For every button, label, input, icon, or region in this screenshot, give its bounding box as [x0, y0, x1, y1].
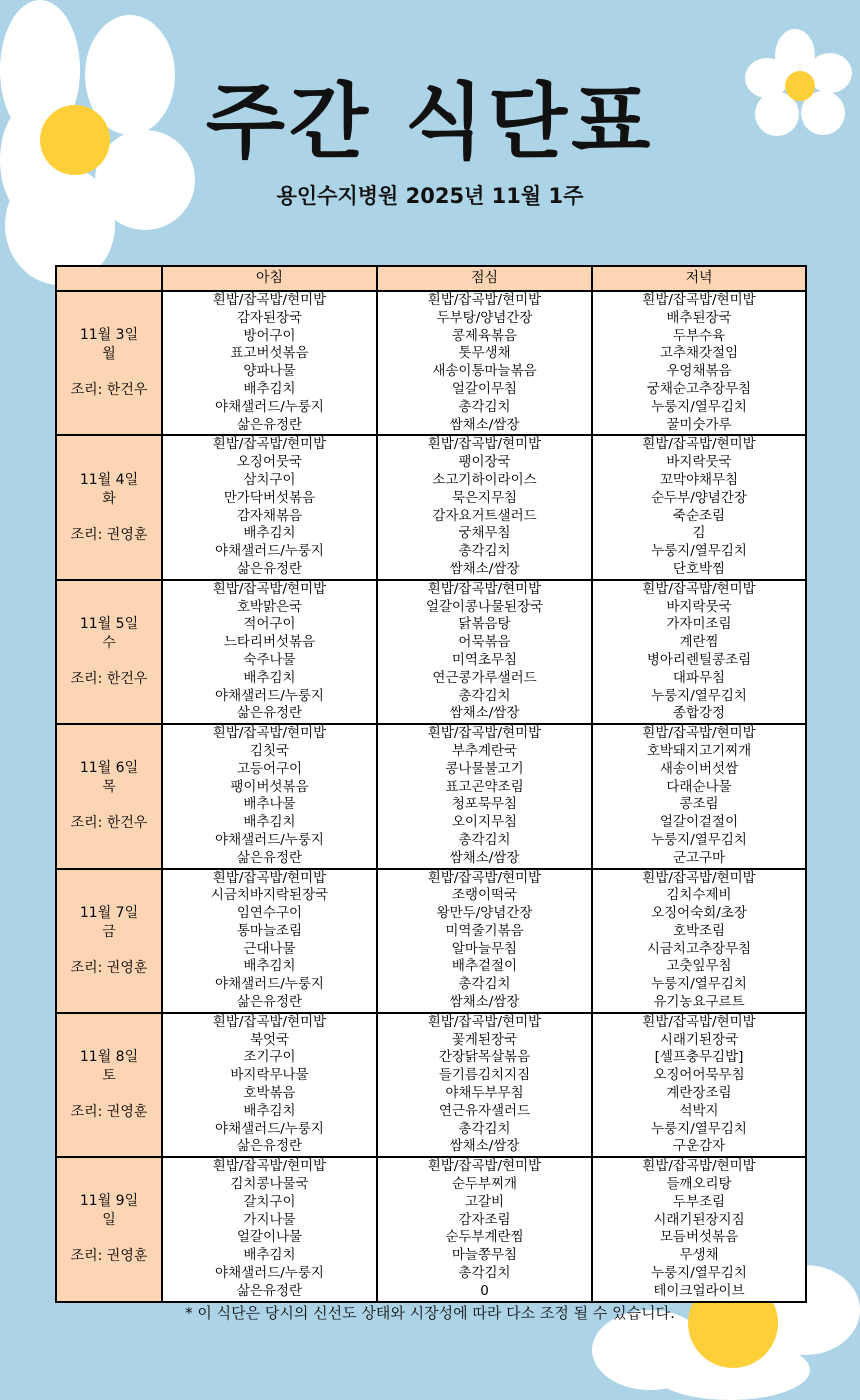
day-date: 11월 6일: [79, 760, 139, 777]
menu-item: 단호박찜: [672, 560, 726, 577]
menu-item: 배추김치: [243, 814, 296, 831]
menu-item: 갈치구이: [243, 1193, 296, 1210]
day-cell: [56, 580, 162, 724]
menu-item: 누룽지/열무김치: [651, 1265, 747, 1282]
menu-item: 무생채: [679, 1247, 719, 1264]
menu-item: 야채샐러드/누룽지: [215, 1265, 324, 1282]
menu-item: 흰밥/잡곡밥/현미밥: [642, 1013, 756, 1030]
breakfast-cell: [162, 291, 377, 435]
menu-item: 호박돼지고기찌개: [646, 742, 752, 759]
menu-item: 병아리렌틸콩조림: [646, 651, 752, 668]
menu-item: 배추된장국: [666, 309, 732, 326]
menu-item: 쌈채소/쌈장: [449, 705, 520, 722]
menu-item: 고추채갓절임: [659, 345, 739, 362]
menu-item: 김치콩나물국: [230, 1176, 309, 1193]
menu-item: 쌈채소/쌈장: [449, 560, 520, 577]
menu-item: 궁채순고추장무침: [646, 380, 752, 397]
lunch-cell: [377, 580, 592, 724]
day-cell: [56, 869, 162, 1013]
menu-item: 흰밥/잡곡밥/현미밥: [427, 436, 542, 453]
menu-item: 시래기된장지짐: [653, 1211, 745, 1228]
menu-item: 총각김치: [458, 1120, 511, 1137]
menu-item: 시래기된장국: [659, 1031, 739, 1048]
day-weekday: 일: [102, 1212, 116, 1229]
menu-item: 콩조림: [679, 796, 719, 813]
menu-item: 흰밥/잡곡밥/현미밥: [642, 436, 756, 453]
menu-item: 흰밥/잡곡밥/현미밥: [642, 725, 756, 742]
menu-item: 콩나물불고기: [445, 760, 524, 777]
table-header-row: [56, 266, 806, 291]
menu-item: 들기름김치지짐: [438, 1067, 531, 1084]
menu-item: 바지락무나물: [230, 1067, 309, 1084]
menu-item: 대파무침: [672, 669, 726, 686]
day-cook: 조리: 권영훈: [70, 1104, 148, 1121]
page-title: 주간 식단표: [205, 75, 655, 170]
column-header-dinner: 저녁: [592, 266, 806, 291]
menu-item: 숙주나물: [243, 651, 296, 668]
menu-item: 야채샐러드/누룽지: [215, 831, 324, 848]
menu-item: 두부수육: [672, 327, 726, 344]
menu-item: 배추김치: [243, 1247, 296, 1264]
table-row: [56, 1157, 806, 1301]
menu-item: 삶은유정란: [236, 560, 303, 577]
lunch-cell: [377, 869, 592, 1013]
menu-item: 흰밥/잡곡밥/현미밥: [212, 725, 327, 742]
menu-item: 흰밥/잡곡밥/현미밥: [642, 292, 756, 308]
menu-item: 삶은유정란: [236, 705, 303, 722]
menu-item: 얼갈이콩나물된장국: [425, 598, 544, 615]
menu-item: 종합강정: [672, 705, 726, 722]
menu-item: 바지락뭇국: [666, 598, 732, 615]
table-row: [56, 580, 806, 724]
menu-item: 호박볶음: [243, 1085, 296, 1102]
menu-item: 배추나물: [243, 796, 296, 813]
menu-item: 누룽지/열무김치: [651, 543, 747, 560]
dinner-cell: [592, 724, 806, 868]
menu-item: 총각김치: [458, 1265, 511, 1282]
menu-body: [56, 291, 806, 1302]
day-cook: 조리: 한건우: [70, 670, 148, 687]
menu-item: 두부탕/양념간장: [436, 309, 533, 326]
menu-item: 미역줄기볶음: [445, 922, 524, 939]
dinner-cell: [592, 580, 806, 724]
footnote: * 이 식단은 당시의 신선도 상태와 시장성에 따라 다소 조정 될 수 있습니다.: [185, 1304, 675, 1322]
menu-item: 흰밥/잡곡밥/현미밥: [212, 869, 327, 886]
menu-item: 흰밥/잡곡밥/현미밥: [642, 869, 756, 886]
menu-item: 오징어뭇국: [236, 454, 303, 471]
menu-item: 표고곤약조림: [445, 778, 524, 795]
menu-item: 쌈채소/쌈장: [449, 849, 520, 866]
menu-item: 양파나물: [243, 363, 296, 380]
menu-item: 총각김치: [458, 831, 511, 848]
day-cell: [56, 435, 162, 579]
menu-item: 구운감자: [672, 1138, 726, 1155]
menu-item: 흰밥/잡곡밥/현미밥: [427, 725, 542, 742]
day-cook: 조리: 권영훈: [70, 526, 148, 543]
day-date: 11월 8일: [79, 1049, 139, 1066]
menu-item: 다래순나물: [666, 778, 732, 795]
menu-item: 방어구이: [243, 327, 296, 344]
day-cell: [56, 291, 162, 435]
menu-item: 순두부찌개: [451, 1176, 518, 1193]
menu-item: 야채샐러드/누룽지: [215, 398, 324, 415]
menu-item: 고갈비: [464, 1193, 505, 1210]
menu-item: 0: [480, 1282, 489, 1299]
menu-item: 흰밥/잡곡밥/현미밥: [427, 292, 542, 308]
menu-item: 총각김치: [458, 976, 511, 993]
menu-item: 흰밥/잡곡밥/현미밥: [427, 869, 542, 886]
dinner-cell: [592, 291, 806, 435]
breakfast-cell: [162, 869, 377, 1013]
menu-item: 감자채볶음: [236, 507, 303, 524]
menu-item: 배추김치: [243, 958, 296, 975]
menu-item: 야채샐러드/누룽지: [215, 1120, 324, 1137]
menu-item: 임연수구이: [236, 905, 303, 922]
menu-item: 삶은유정란: [236, 1138, 303, 1155]
menu-item: 알마늘무침: [451, 940, 518, 957]
menu-item: 흰밥/잡곡밥/현미밥: [212, 1158, 327, 1175]
menu-item: 적어구이: [243, 616, 296, 633]
menu-item: 가자미조림: [666, 616, 732, 633]
menu-item: 표고버섯볶음: [230, 345, 309, 362]
menu-item: 묵은지무침: [451, 489, 518, 506]
menu-item: 계란장조림: [666, 1085, 732, 1102]
menu-item: 어묵볶음: [458, 634, 511, 651]
menu-item: 시금치고추장무침: [646, 940, 752, 957]
table-row: [56, 291, 806, 435]
breakfast-cell: [162, 580, 377, 724]
menu-item: 야채샐러드/누룽지: [215, 976, 324, 993]
menu-item: 꿀미숫가루: [666, 416, 732, 433]
menu-item: 흰밥/잡곡밥/현미밥: [212, 436, 327, 453]
menu-item: 흰밥/잡곡밥/현미밥: [212, 292, 327, 308]
menu-item: 누룽지/열무김치: [651, 1120, 747, 1137]
menu-item: 간장닭목살볶음: [438, 1049, 531, 1066]
menu-item: 삶은유정란: [236, 994, 303, 1011]
menu-item: 배추김치: [243, 1102, 296, 1119]
menu-item: 근대나물: [243, 940, 296, 957]
breakfast-cell: [162, 724, 377, 868]
menu-item: 모듬버섯볶음: [659, 1229, 739, 1246]
lunch-cell: [377, 291, 592, 435]
menu-item: 죽순조림: [672, 507, 726, 524]
day-cook: 조리: 한건우: [70, 382, 148, 399]
menu-item: 흰밥/잡곡밥/현미밥: [427, 580, 542, 597]
menu-item: 고춧잎무침: [666, 958, 732, 975]
column-header-lunch: 점심: [377, 266, 592, 291]
table-row: [56, 724, 806, 868]
menu-item: 김칫국: [249, 742, 290, 759]
table-row: [56, 1013, 806, 1157]
menu-item: 고등어구이: [236, 760, 303, 777]
menu-item: 호박조림: [672, 922, 726, 939]
table-row: [56, 869, 806, 1013]
menu-item: 새송이통마늘볶음: [432, 363, 537, 380]
menu-item: 청포묵무침: [451, 796, 518, 813]
menu-item: 군고구마: [672, 849, 726, 866]
day-cell: [56, 1157, 162, 1301]
day-date: 11월 4일: [79, 471, 139, 488]
menu-item: 누룽지/열무김치: [651, 687, 747, 704]
lunch-cell: [377, 435, 592, 579]
menu-item: 흰밥/잡곡밥/현미밥: [427, 1158, 542, 1175]
dinner-cell: [592, 435, 806, 579]
menu-item: 톳무생채: [458, 345, 511, 362]
day-date: 11월 3일: [79, 327, 139, 344]
dinner-cell: [592, 1157, 806, 1301]
menu-item: 삼치구이: [243, 471, 296, 488]
menu-item: 부추계란국: [451, 742, 518, 759]
menu-item: 배추겉절이: [451, 958, 518, 975]
menu-item: 마늘쫑무침: [451, 1247, 518, 1264]
menu-item: 김: [692, 525, 706, 542]
lunch-cell: [377, 724, 592, 868]
menu-item: 팽이장국: [458, 454, 511, 471]
menu-item: 석박지: [679, 1102, 719, 1119]
menu-item: 삶은유정란: [236, 849, 303, 866]
menu-item: 흰밥/잡곡밥/현미밥: [642, 580, 756, 597]
menu-item: 흰밥/잡곡밥/현미밥: [212, 580, 327, 597]
menu-item: 팽이버섯볶음: [230, 778, 309, 795]
menu-item: 바지락뭇국: [666, 454, 732, 471]
table-row: [56, 435, 806, 579]
day-cell: [56, 1013, 162, 1157]
day-weekday: 목: [102, 779, 116, 796]
column-header-breakfast: 아침: [162, 266, 377, 291]
page-subtitle: 용인수지병원 2025년 11월 1주: [276, 184, 584, 208]
day-weekday: 월: [102, 346, 116, 363]
menu-item: 총각김치: [458, 543, 511, 560]
menu-item: 얼갈이무침: [451, 380, 518, 397]
menu-item: 조랭이떡국: [451, 887, 518, 904]
menu-item: 누룽지/열무김치: [651, 976, 747, 993]
day-cook: 조리: 권영훈: [70, 959, 148, 976]
column-header-day: [56, 266, 162, 291]
breakfast-cell: [162, 435, 377, 579]
lunch-cell: [377, 1157, 592, 1301]
menu-item: 북엇국: [249, 1031, 290, 1048]
menu-item: 닭볶음탕: [458, 616, 511, 633]
menu-item: 연근유자샐러드: [438, 1102, 531, 1119]
menu-item: 오징어어묵무침: [653, 1067, 745, 1084]
day-weekday: 토: [102, 1068, 116, 1085]
menu-item: 흰밥/잡곡밥/현미밥: [642, 1158, 756, 1175]
menu-item: 새송이버섯쌈: [659, 760, 739, 777]
day-date: 11월 9일: [79, 1193, 139, 1210]
day-weekday: 금: [102, 923, 116, 940]
dinner-cell: [592, 869, 806, 1013]
menu-item: 얼갈이나물: [236, 1229, 303, 1246]
day-weekday: 수: [102, 634, 116, 651]
menu-item: 우엉채볶음: [666, 363, 732, 380]
menu-item: 오징어숙회/초장: [651, 905, 747, 922]
menu-item: 배추김치: [243, 525, 296, 542]
menu-item: 소고기하이라이스: [432, 471, 537, 488]
menu-item: 계란찜: [679, 634, 719, 651]
weekly-menu-table: [55, 265, 807, 1303]
menu-item: 야채샐러드/누룽지: [215, 543, 324, 560]
menu-item: 얼갈이겉절이: [659, 814, 739, 831]
breakfast-cell: [162, 1013, 377, 1157]
menu-item: 호박맑은국: [236, 598, 303, 615]
menu-item: 쌈채소/쌈장: [449, 994, 520, 1011]
menu-item: 만가닥버섯볶음: [223, 489, 316, 506]
menu-item: 조기구이: [243, 1049, 296, 1066]
menu-item: 유기농요구르트: [653, 994, 745, 1011]
menu-item: 누룽지/열무김치: [651, 831, 747, 848]
menu-item: 두부조림: [672, 1193, 726, 1210]
menu-item: [셀프충무김밥]: [654, 1049, 744, 1066]
menu-item: 콩제육볶음: [451, 327, 518, 344]
menu-item: 순두부/양념간장: [651, 489, 747, 506]
menu-item: 연근콩가루샐러드: [432, 669, 537, 686]
menu-item: 흰밥/잡곡밥/현미밥: [212, 1013, 327, 1030]
menu-item: 배추김치: [243, 380, 296, 397]
menu-item: 김치수제비: [666, 887, 732, 904]
menu-item: 쌈채소/쌈장: [449, 1138, 520, 1155]
menu-item: 총각김치: [458, 687, 511, 704]
menu-item: 시금치바지락된장국: [210, 887, 329, 904]
menu-item: 흰밥/잡곡밥/현미밥: [427, 1013, 542, 1030]
menu-item: 궁채무침: [458, 525, 511, 542]
day-cook: 조리: 권영훈: [70, 1248, 148, 1265]
menu-item: 감자조림: [458, 1211, 511, 1228]
menu-item: 야채두부무침: [445, 1085, 524, 1102]
dinner-cell: [592, 1013, 806, 1157]
menu-item: 감자된장국: [236, 309, 303, 326]
day-cell: [56, 724, 162, 868]
menu-item: 총각김치: [458, 398, 511, 415]
menu-item: 통마늘조림: [236, 922, 303, 939]
menu-item: 들깨오리탕: [666, 1176, 732, 1193]
menu-item: 오이지무침: [451, 814, 518, 831]
menu-item: 감자요거트샐러드: [432, 507, 537, 524]
lunch-cell: [377, 1013, 592, 1157]
menu-item: 야채샐러드/누룽지: [215, 687, 324, 704]
menu-item: 꼬막야채무침: [659, 471, 739, 488]
breakfast-cell: [162, 1157, 377, 1301]
menu-item: 느타리버섯볶음: [223, 634, 316, 651]
menu-item: 삶은유정란: [236, 416, 303, 433]
menu-item: 테이크얼라이브: [653, 1282, 745, 1299]
day-cook: 조리: 한건우: [70, 815, 148, 832]
menu-item: 삶은유정란: [236, 1282, 303, 1299]
menu-item: 배추김치: [243, 669, 296, 686]
day-date: 11월 7일: [79, 904, 139, 921]
menu-item: 왕만두/양념간장: [436, 905, 533, 922]
menu-item: 쌈채소/쌈장: [449, 416, 520, 433]
menu-item: 가지나물: [243, 1211, 296, 1228]
menu-item: 순두부계란찜: [445, 1229, 524, 1246]
day-weekday: 화: [102, 490, 116, 507]
menu-item: 미역초무침: [451, 651, 518, 668]
menu-item: 꽃게된장국: [451, 1031, 518, 1048]
menu-item: 누룽지/열무김치: [651, 398, 747, 415]
day-date: 11월 5일: [79, 615, 139, 632]
